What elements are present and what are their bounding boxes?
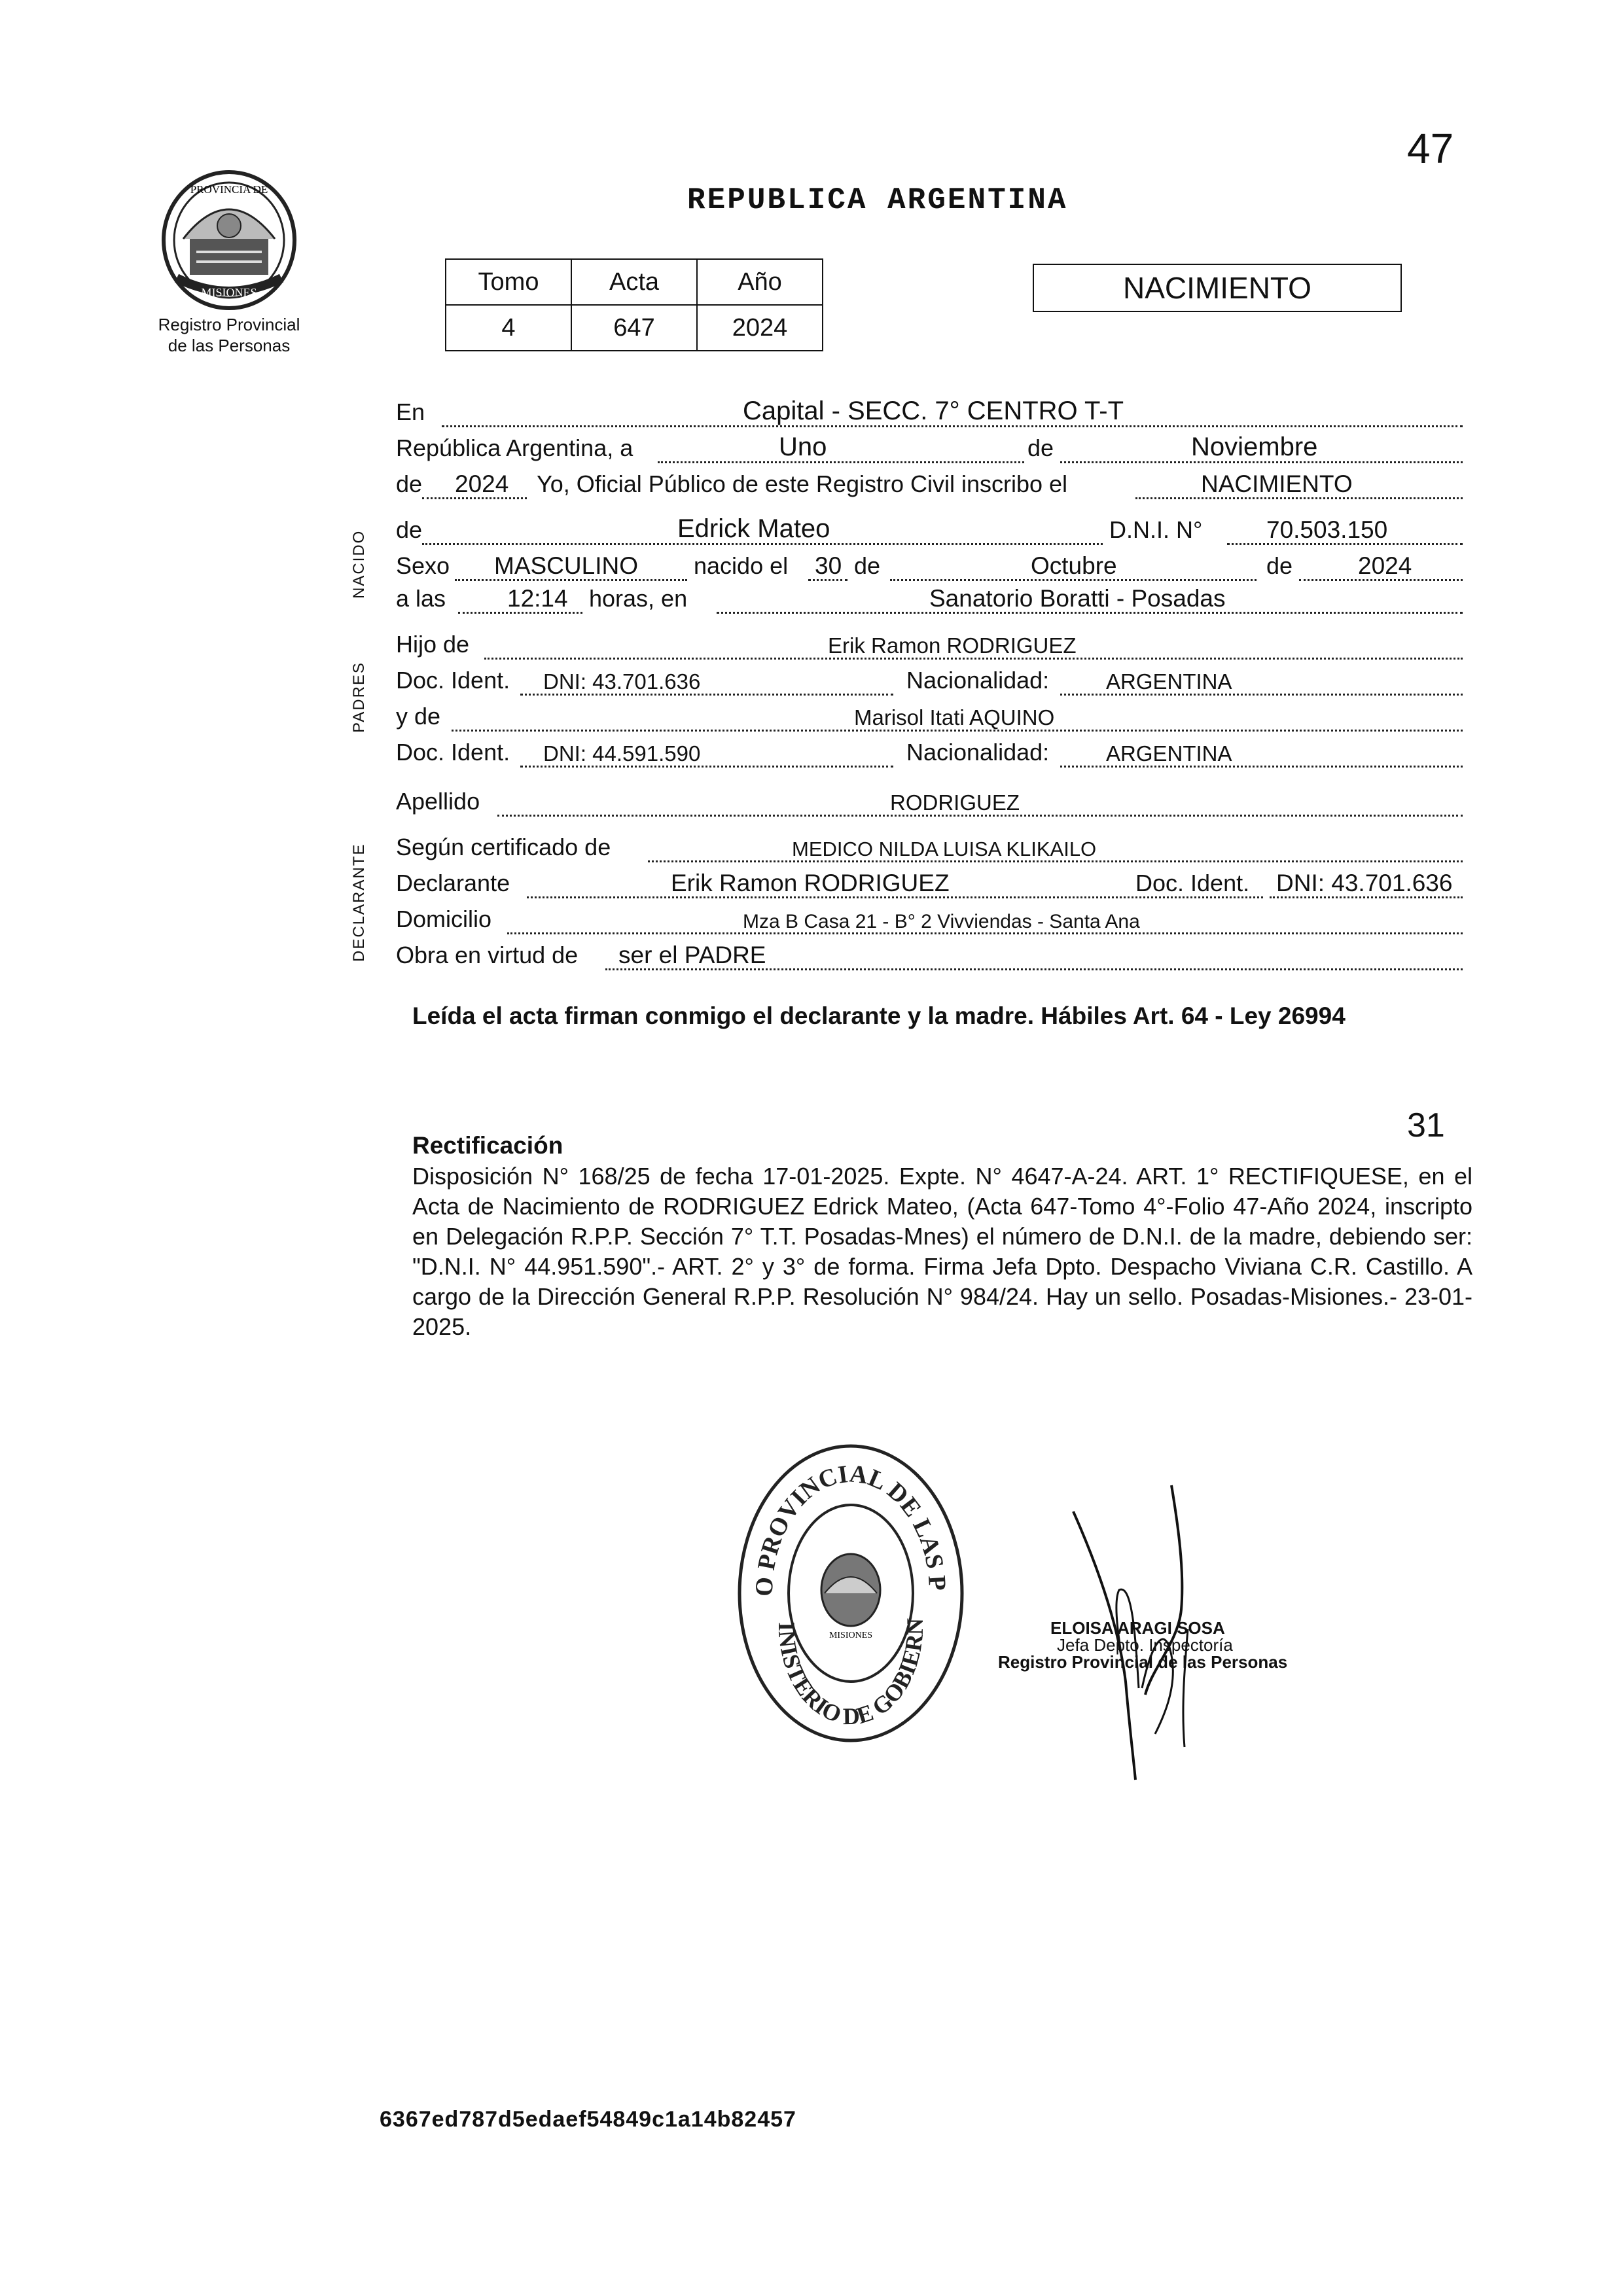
country-title: REPUBLICA ARGENTINA [687,183,1068,217]
registration-month: Noviembre [1191,433,1318,461]
label-nacionalidad-father: Nacionalidad: [906,667,1050,694]
seal-inner-text: MISIONES [829,1631,873,1640]
act-type: NACIMIENTO [1201,470,1353,497]
label-de-name: de [396,516,423,543]
form-line-father [396,628,1463,662]
label-republica: República Argentina, a [396,434,633,461]
logo-top-text: PROVINCIA DE [190,183,268,196]
label-de: de [1027,434,1054,461]
label-obra: Obra en virtud de [396,942,579,968]
birth-year: 2024 [1358,552,1412,579]
form-line-sex-birthdate [396,550,1463,584]
record-header-ano: Año [697,259,823,305]
seal-outer-text: O PROVINCIAL DE LAS P [750,1460,952,1597]
form-line-certificate [396,831,1463,865]
label-en: En [396,398,425,425]
form-line-address [396,903,1463,937]
logo-caption [118,314,340,356]
label-de-month: de [854,552,881,579]
side-label-nacido: NACIDO [350,529,368,599]
side-label-declarante: DECLARANTE [350,843,368,962]
registration-day: Uno [779,433,827,461]
record-table [445,258,823,351]
record-header-tomo: Tomo [446,259,571,305]
label-doc-ident-father: Doc. Ident. [396,667,510,694]
province-coat-of-arms-logo [157,167,301,311]
declarant-name: Erik Ramon RODRIGUEZ [671,870,950,896]
label-sexo: Sexo [396,552,450,579]
father-name: Erik Ramon RODRIGUEZ [828,633,1077,658]
form-line-time-place [396,582,1463,616]
label-apellido: Apellido [396,788,480,815]
label-de-year: de [396,470,423,497]
child-sex: MASCULINO [494,552,638,579]
registration-year: 2024 [455,470,509,497]
birth-day: 30 [815,552,842,579]
record-value-acta: 647 [571,305,697,351]
form-line-date [396,432,1463,466]
record-value-ano: 2024 [697,305,823,351]
form-line-father-doc [396,664,1463,698]
form-line-capacity [396,939,1463,973]
child-name: Edrick Mateo [677,514,830,543]
closing-statement: Leída el acta firman conmigo el declarante y la madre. Hábiles Art. 64 - Ley 26994 [412,1002,1346,1029]
form-line-declarant [396,867,1463,901]
label-declarante: Declarante [396,870,510,896]
label-de-birth-year: de [1266,552,1293,579]
label-nacionalidad-mother: Nacionalidad: [906,739,1050,766]
logo-bottom-text: MISIONES [201,286,257,299]
label-segun-certificado: Según certificado de [396,834,611,860]
label-y-de: y de [396,703,441,730]
mother-name: Marisol Itati AQUINO [854,705,1055,730]
birth-month: Octubre [1031,552,1117,579]
record-value-tomo: 4 [446,305,571,351]
label-doc-ident-declarant: Doc. Ident. [1135,870,1250,896]
form-line-surname [396,785,1463,819]
record-header-acta: Acta [571,259,697,305]
label-domicilio: Domicilio [396,906,492,932]
label-dni: D.N.I. N° [1109,516,1203,543]
mother-nationality: ARGENTINA [1106,741,1232,766]
rectification-number: 31 [1407,1106,1445,1144]
side-label-padres: PADRES [350,662,368,733]
signatory-title: Jefa Depto. Inspectoría [1057,1635,1233,1655]
rectification-body: Disposición N° 168/25 de fecha 17-01-2025. Expte. N° 4647-A-24. ART. 1° RECTIFIQUESE, en el Acta de Nacimiento de RODRIGUEZ Edrick Mateo, (Acta 647-Tomo 4°-Folio 47-Año 2024, inscripto en Delegación R.P.P. Sección 7° T.T. Posadas-Mnes) el número de D.N.I. de la madre, debiendo ser: "D.N.I. N° 44.951.590".- ART. 2° y 3° de forma. Firma Jefa Dpto. Despacho Viviana C.R. Castillo. A cargo de la Dirección General R.P.P. Resolución N° 984/24. Hay un sello. Posadas-Misiones.- 23-01-2025. [412,1163,1472,1340]
dotted-line [658,461,1024,463]
child-dni: 70.503.150 [1266,516,1388,543]
form-line-location [396,396,1463,430]
page-number: 47 [1407,125,1454,172]
birth-time: 12:14 [507,585,568,612]
label-oficial-text: Yo, Oficial Público de este Registro Civil inscribo el [537,470,1068,497]
form-line-child-name [396,514,1463,548]
form-line-mother-doc [396,736,1463,770]
logo-caption-line2: de las Personas [168,336,291,355]
label-horas-en: horas, en [589,585,688,612]
signatory-name: ELOISA ARAGI SOSA [1050,1618,1225,1638]
label-a-las: a las [396,585,446,612]
father-doc: DNI: 43.701.636 [543,669,701,694]
child-surname: RODRIGUEZ [890,790,1020,815]
seal-lower-text: INISTERIO DE GOBIERN [773,1617,929,1730]
certificate-issuer: MEDICO NILDA LUISA KLIKAILO [792,838,1097,860]
logo-caption-line1: Registro Provincial [158,315,300,334]
document-hash: 6367ed787d5edaef54849c1a14b82457 [380,2107,796,2132]
record-type-box: NACIMIENTO [1033,264,1402,312]
mother-doc: DNI: 44.591.590 [543,741,701,766]
label-doc-ident-mother: Doc. Ident. [396,739,510,766]
signatory-org: Registro Provincial de las Personas [998,1652,1288,1672]
declarant-doc: DNI: 43.701.636 [1276,870,1453,896]
birth-place: Sanatorio Boratti - Posadas [929,585,1226,612]
official-seal [726,1430,975,1757]
signatory-block [998,1619,1287,1670]
form-line-mother [396,700,1463,734]
declarant-capacity: ser el PADRE [618,942,766,968]
rectification-title: Rectificación [412,1132,563,1159]
label-nacido-el: nacido el [694,552,789,579]
label-hijo-de: Hijo de [396,631,470,658]
form-line-year [396,468,1463,502]
declarant-address: Mza B Casa 21 - B° 2 Vivviendas - Santa Ana [743,911,1140,932]
registration-location: Capital - SECC. 7° CENTRO T-T [743,397,1124,425]
father-nationality: ARGENTINA [1106,669,1232,694]
